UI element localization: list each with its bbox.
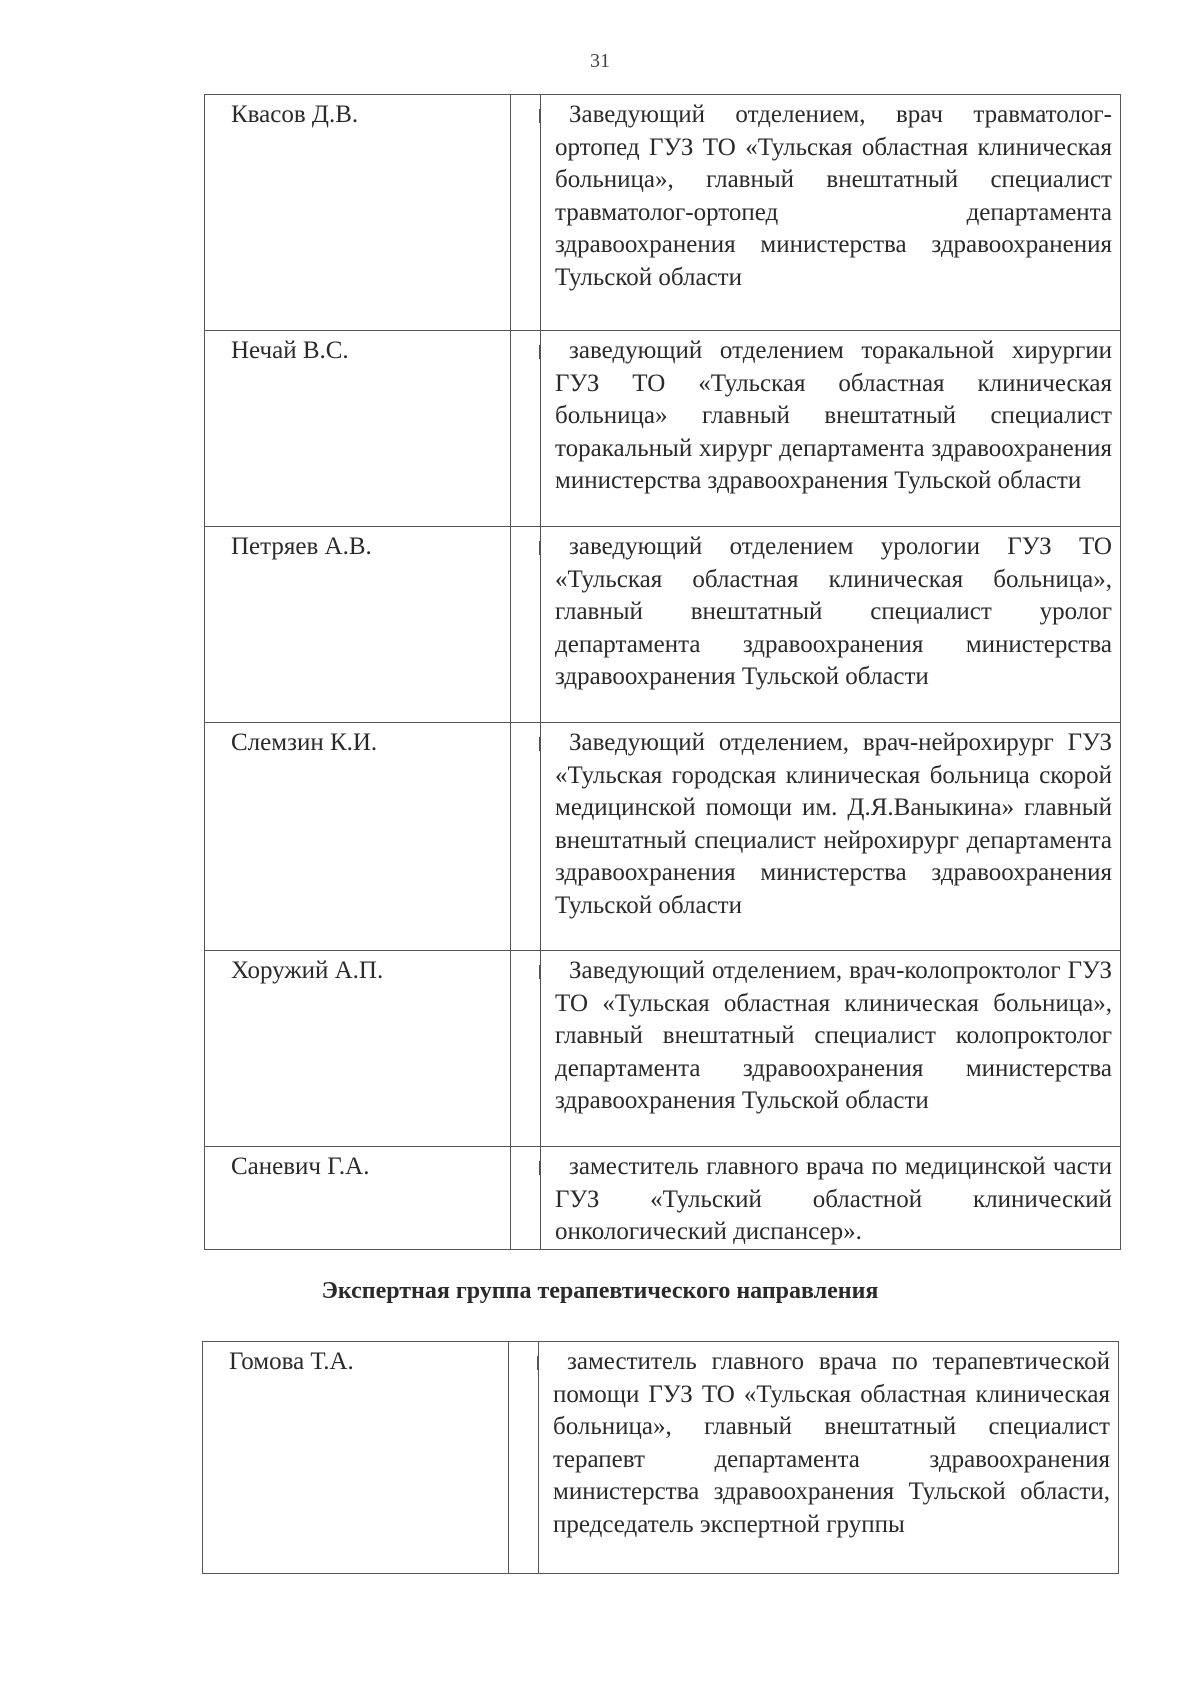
member-role: заведующий отделением торакальной хирургии ГУЗ ТО «Тульская областная клиническая больница» главный внештатный специалист торакальный хирург департамента здравоохранения министерства здравоохранения Тульской области (541, 331, 1121, 527)
member-name: Хоружий А.П. (205, 951, 511, 1147)
member-role: Заведующий отделением, врач-нейрохирург ГУЗ «Тульская городская клиническая больница скорой медицинской помощи им. Д.Я.Ваныкина» главный внештатный специалист нейрохирург департамента здравоохранения министерства здравоохранения Тульской области (541, 723, 1121, 951)
member-name: Петряев А.В. (205, 527, 511, 723)
table-row (205, 951, 1121, 1147)
dash-separator (511, 951, 541, 1147)
dash-separator (511, 723, 541, 951)
member-name: Нечай В.С. (205, 331, 511, 527)
member-role: Заведующий отделением, врач-колопроктолог ГУЗ ТО «Тульская областная клиническая больница», главный внештатный специалист колопроктолог департамента здравоохранения министерства здравоохранения Тульской области (541, 951, 1121, 1147)
table-row (205, 95, 1121, 331)
therapeutic-group-table (202, 1341, 1119, 1574)
member-name: Гомова Т.А. (203, 1342, 509, 1574)
member-role: заместитель главного врача по терапевтической помощи ГУЗ ТО «Тульская областная клиническая больница», главный внештатный специалист терапевт департамента здравоохранения министерства здравоохранения Тульской области, председатель экспертной группы (539, 1342, 1119, 1574)
dash-separator (511, 331, 541, 527)
table-row (205, 527, 1121, 723)
section-heading: Экспертная группа терапевтического направления (321, 1278, 879, 1304)
table-row (205, 331, 1121, 527)
member-role: заместитель главного врача по медицинской части ГУЗ «Тульский областной клинический онкологический диспансер». (541, 1147, 1121, 1250)
member-name: Квасов Д.В. (205, 95, 511, 331)
dash-separator (509, 1342, 539, 1574)
dash-separator (511, 1147, 541, 1250)
table-row (205, 723, 1121, 951)
member-name: Слемзин К.И. (205, 723, 511, 951)
table-row (203, 1342, 1119, 1574)
table-row (205, 1147, 1121, 1250)
member-name: Саневич Г.А. (205, 1147, 511, 1250)
member-role: Заведующий отделением, врач травматолог-ортопед ГУЗ ТО «Тульская областная клиническая больница», главный внештатный специалист травматолог-ортопед департамента здравоохранения министерства здравоохранения Тульской области (541, 95, 1121, 331)
dash-separator (511, 527, 541, 723)
dash-separator (511, 95, 541, 331)
member-role: заведующий отделением урологии ГУЗ ТО «Тульская областная клиническая больница», главный внештатный специалист уролог департамента здравоохранения министерства здравоохранения Тульской области (541, 527, 1121, 723)
page-number: 31 (590, 50, 610, 72)
surgical-group-table (204, 94, 1121, 1250)
